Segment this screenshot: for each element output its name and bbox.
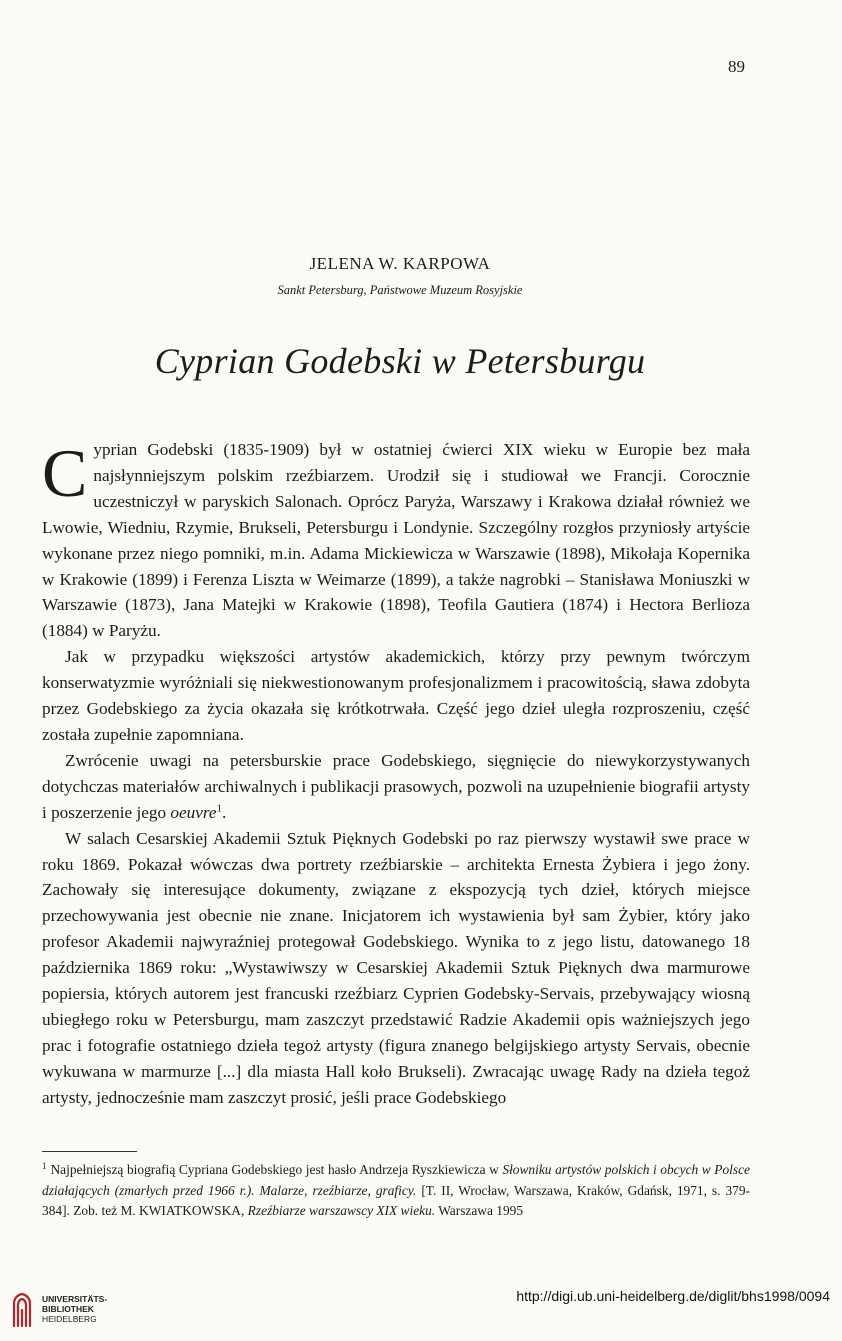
- library-line-3: HEIDELBERG: [42, 1314, 97, 1324]
- paragraph-1: [42, 437, 750, 644]
- author-affiliation: Sankt Petersburg, Państwowe Muzeum Rosyjskie: [277, 283, 523, 297]
- library-name: [42, 1294, 107, 1324]
- page-number: 89: [728, 57, 745, 76]
- library-line-2: BIBLIOTHEK: [42, 1304, 94, 1314]
- paragraph-3-end: .: [222, 802, 227, 822]
- article-body: [42, 437, 750, 1111]
- paragraph-4: W salach Cesarskiej Akademii Sztuk Pięknych Godebski po raz pierwszy wystawił swe prace w roku 1869. Pokazał wówczas dwa portrety rzeźbiarskie – architekta Ernesta Żybiera i jego żony. Zachowały się interesujące dokumenty, związane z ekspozycją tych dzieł, których miejsce przechowywania jest obecnie nie znane. Inicjatorem ich wystawienia był sam Żybier, który jako profesor Akademii najwyraźniej protegował Godebskiego. Wynika to z jego listu, datowanego 18 października 1869 roku: „Wystawiwszy w Cesarskiej Akademii Sztuk Pięknych dwa marmurowe popiersia, których autorem jest francuski rzeźbiarz Cyprien Godebsky-Servais, przebywający wiosną ubiegłego roku w Petersburgu, mam zaszczyt przedstawić Radzie Akademii opis ważniejszych jego prac i fotografie ostatniego dzieła tegoż artysty (figura znanego belgijskiego artysty Servais, obecnie wykuwana w marmurze [...] dla miasta Hall koło Brukseli). Zwracając uwagę Rady na dzieła tegoż artysty, jednocześnie mam zaszczyt prosić, jeśli prace Godebskiego: [42, 828, 750, 1107]
- paragraph-3: [42, 748, 750, 826]
- source-url[interactable]: http://digi.ub.uni-heidelberg.de/diglit/bhs1998/0094: [516, 1288, 830, 1304]
- footnote-italic-1: Słowniku artystów polskich i obcych w Polsce działających (zmarłych przed 1966 r.). Malarze, rzeźbiarze, graficy.: [42, 1162, 750, 1198]
- article-title: Cyprian Godebski w Petersburgu: [154, 341, 646, 381]
- oeuvre-italic: oeuvre: [170, 802, 217, 822]
- footnote-rule: [42, 1151, 137, 1152]
- paragraph-3-text: Zwrócenie uwagi na petersburskie prace Godebskiego, sięgnięcie do niewykorzystywanych dotychczas materiałów archiwalnych i publikacji prasowych, pozwoli na uzupełnienie biografii artysty i poszerzenie jego: [42, 750, 750, 822]
- library-line-1: UNIVERSITÄTS-: [42, 1294, 108, 1304]
- footnote-reference[interactable]: 1: [216, 801, 222, 814]
- drop-cap: C: [42, 435, 88, 511]
- footnote-text-3: Warszawa 1995: [435, 1203, 524, 1218]
- author-name: JELENA W. KARPOWA: [309, 254, 491, 273]
- footnote-italic-2: Rzeźbiarze warszawscy XIX wieku.: [247, 1203, 436, 1218]
- paragraph-2: Jak w przypadku większości artystów akademickich, którzy przy pewnym twórczym konserwatyzmie wyróżniali się niekwestionowanym profesjonalizmem i pracowitością, sława zdobyta przez Godebskiego za życia okazała się krótkotrwała. Część jego dzieł uległa rozproszeniu, część została zupełnie zapomniana.: [42, 647, 750, 744]
- footnote: [42, 1160, 750, 1222]
- library-logo[interactable]: [10, 1290, 107, 1328]
- footnote-text-2: [T. II, Wrocław, Warszawa, Kraków, Gdańsk, 1971, s. 379-384]. Zob. też M. KWIATKOWSKA,: [42, 1182, 751, 1218]
- footnote-number: 1: [42, 1160, 47, 1171]
- heidelberg-logo-icon: [10, 1290, 34, 1328]
- footnote-text-1: Najpełniejszą biografią Cypriana Godebskiego jest hasło Andrzeja Ryszkiewicza w: [50, 1162, 503, 1177]
- paragraph-1-text: yprian Godebski (1835-1909) był w ostatniej ćwierci XIX wieku w Europie bez mała najsłynniejszym polskim rzeźbiarzem. Urodził się i studiował we Francji. Corocznie uczestniczył w paryskich Salonach. Oprócz Paryża, Warszawy i Krakowa działał również we Lwowie, Wiedniu, Rzymie, Brukseli, Petersburgu i Londynie. Szczególny rozgłos przyniosły artyście wykonane przez niego pomniki, m.in. Adama Mickiewicza w Warszawie (1898), Mikołaja Kopernika w Krakowie (1899) i Ferenza Liszta w Weimarze (1899), a także nagrobki – Stanisława Moniuszki w Warszawie (1873), Jana Matejki w Krakowie (1898), Teofila Gautiera (1874) i Hectora Berlioza (1884) w Paryżu.: [42, 440, 750, 641]
